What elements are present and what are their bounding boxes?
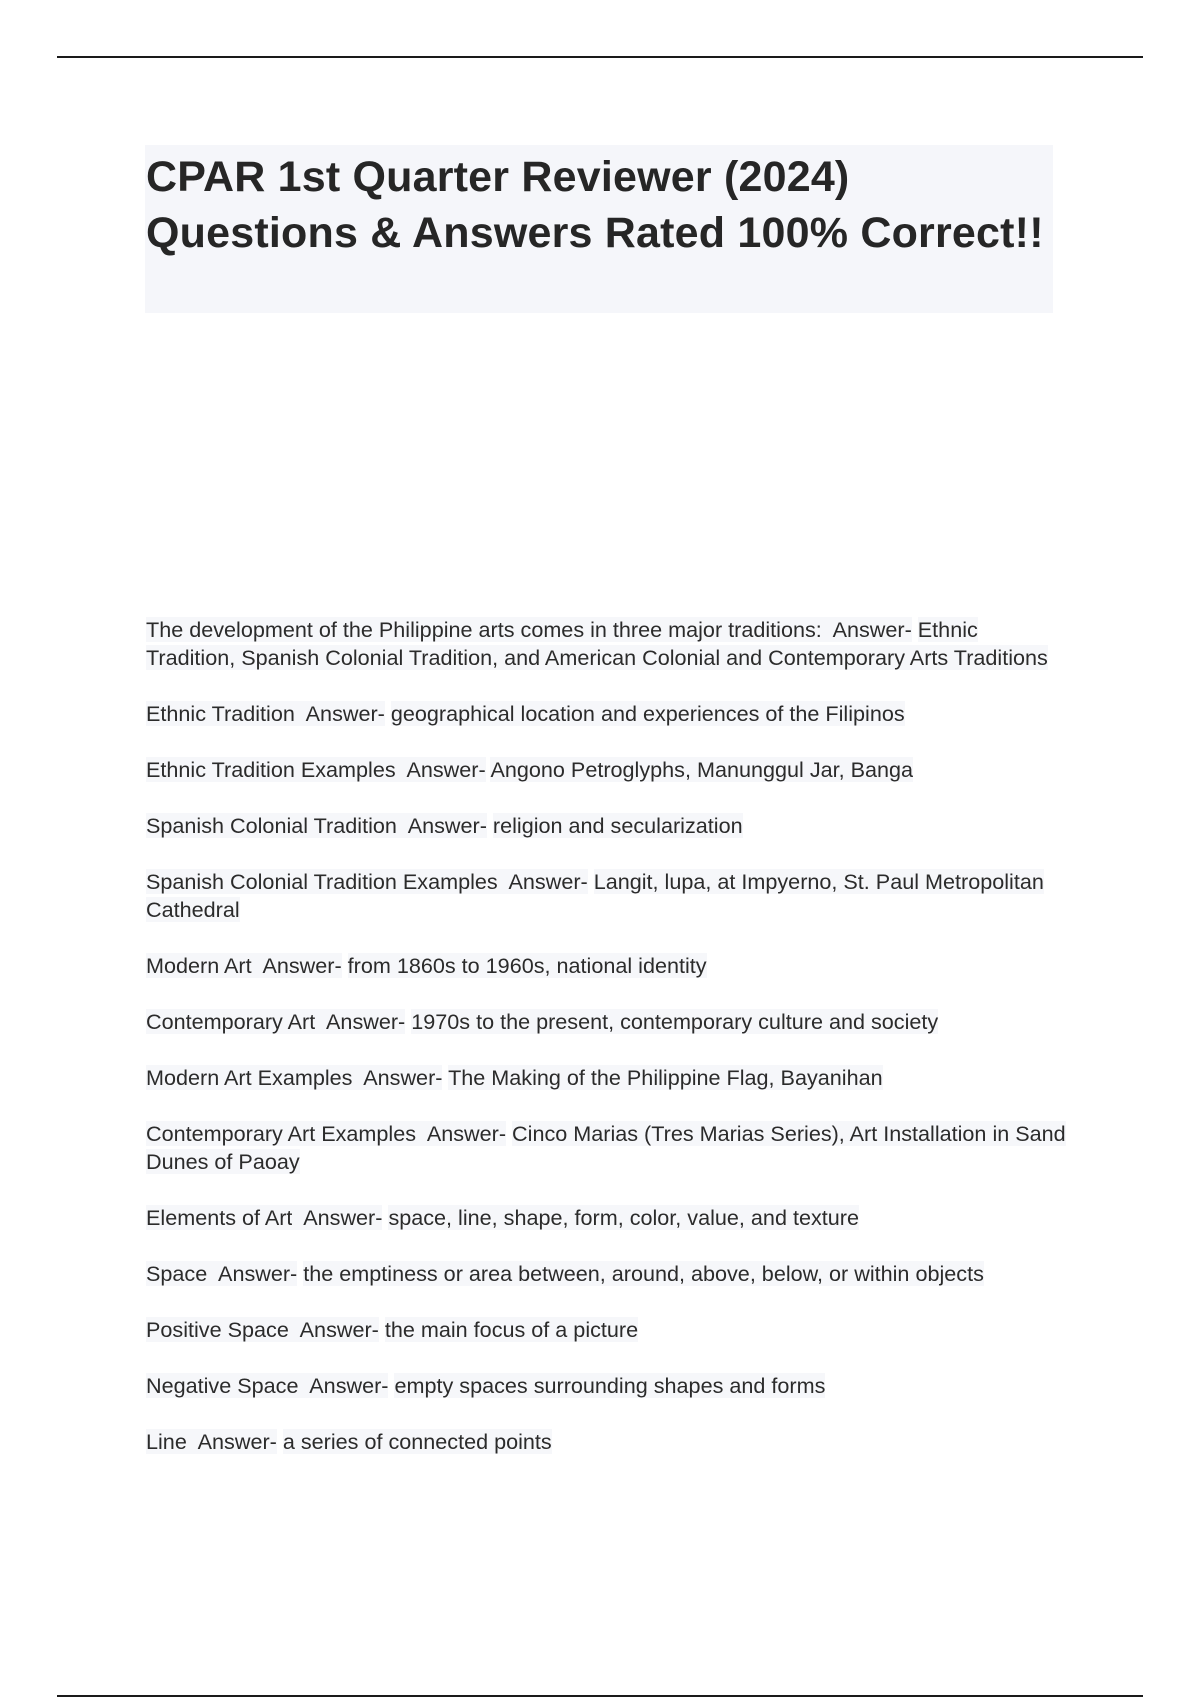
qa-question: Spanish Colonial Tradition Examples xyxy=(146,869,498,894)
qa-answer-prefix: Answer- xyxy=(363,1065,443,1090)
qa-item xyxy=(146,1064,1066,1092)
qa-answer-prefix: Answer- xyxy=(218,1261,298,1286)
qa-answer-prefix: Answer- xyxy=(303,1205,383,1230)
qa-answer-prefix: Answer- xyxy=(406,757,486,782)
qa-item xyxy=(146,1316,1066,1344)
qa-question: Ethnic Tradition Examples xyxy=(146,757,396,782)
qa-answer-prefix: Answer- xyxy=(426,1121,507,1146)
qa-answer: space, line, shape, form, color, value, and texture xyxy=(388,1205,859,1230)
qa-answer: empty spaces surrounding shapes and forms xyxy=(394,1373,826,1398)
top-rule xyxy=(57,56,1143,58)
qa-question: Modern Art xyxy=(146,953,252,978)
qa-question: Contemporary Art xyxy=(146,1009,316,1034)
qa-answer: from 1860s to 1960s, national identity xyxy=(347,953,707,978)
qa-item xyxy=(146,1372,1066,1400)
qa-item xyxy=(146,1204,1066,1232)
qa-question: Space xyxy=(146,1261,208,1286)
qa-answer-prefix: Answer- xyxy=(309,1373,389,1398)
qa-answer: Cinco Marias (Tres Marias Series), Art Installation in Sand Dunes of Paoay xyxy=(146,1121,1066,1174)
qa-answer-prefix: Answer- xyxy=(299,1317,379,1342)
qa-answer: Angono Petroglyphs, Manunggul Jar, Banga xyxy=(490,757,914,782)
qa-question: Positive Space xyxy=(146,1317,289,1342)
qa-item xyxy=(146,812,1066,840)
qa-question: Spanish Colonial Tradition xyxy=(146,813,397,838)
qa-answer: 1970s to the present, contemporary culture and society xyxy=(411,1009,939,1034)
qa-answer-prefix: Answer- xyxy=(197,1429,277,1454)
qa-answer-prefix: Answer- xyxy=(407,813,487,838)
qa-list xyxy=(146,616,1066,1484)
qa-item xyxy=(146,756,1066,784)
title-block xyxy=(145,145,1053,313)
qa-question: Contemporary Art Examples xyxy=(146,1121,417,1146)
document-title: CPAR 1st Quarter Reviewer (2024) Questions & Answers Rated 100% Correct!! xyxy=(146,153,1044,257)
qa-answer: the emptiness or area between, around, above, below, or within objects xyxy=(303,1261,984,1286)
qa-answer: religion and secularization xyxy=(492,813,743,838)
qa-item xyxy=(146,952,1066,980)
qa-item xyxy=(146,700,1066,728)
qa-answer: Ethnic Tradition, Spanish Colonial Tradition, and American Colonial and Contemporary Arts Traditions xyxy=(146,617,1048,670)
qa-item xyxy=(146,1260,1066,1288)
qa-answer-prefix: Answer- xyxy=(508,869,588,894)
qa-item xyxy=(146,868,1066,924)
qa-answer-prefix: Answer- xyxy=(262,953,342,978)
qa-item xyxy=(146,1428,1066,1456)
qa-question: Modern Art Examples xyxy=(146,1065,353,1090)
qa-answer: The Making of the Philippine Flag, Bayanihan xyxy=(448,1065,883,1090)
qa-answer: the main focus of a picture xyxy=(384,1317,639,1342)
qa-question: The development of the Philippine arts comes in three major traditions: xyxy=(146,617,822,642)
qa-question: Negative Space xyxy=(146,1373,299,1398)
qa-question: Ethnic Tradition xyxy=(146,701,295,726)
qa-answer-prefix: Answer- xyxy=(832,617,912,642)
qa-answer: geographical location and experiences of the Filipinos xyxy=(390,701,905,726)
qa-item xyxy=(146,616,1066,672)
qa-answer: Langit, lupa, at Impyerno, St. Paul Metropolitan Cathedral xyxy=(146,869,1044,922)
qa-answer-prefix: Answer- xyxy=(326,1009,406,1034)
qa-item xyxy=(146,1120,1066,1176)
qa-question: Elements of Art xyxy=(146,1205,293,1230)
qa-answer-prefix: Answer- xyxy=(305,701,385,726)
bottom-rule xyxy=(57,1695,1143,1697)
qa-item xyxy=(146,1008,1066,1036)
qa-question: Line xyxy=(146,1429,187,1454)
qa-answer: a series of connected points xyxy=(282,1429,552,1454)
